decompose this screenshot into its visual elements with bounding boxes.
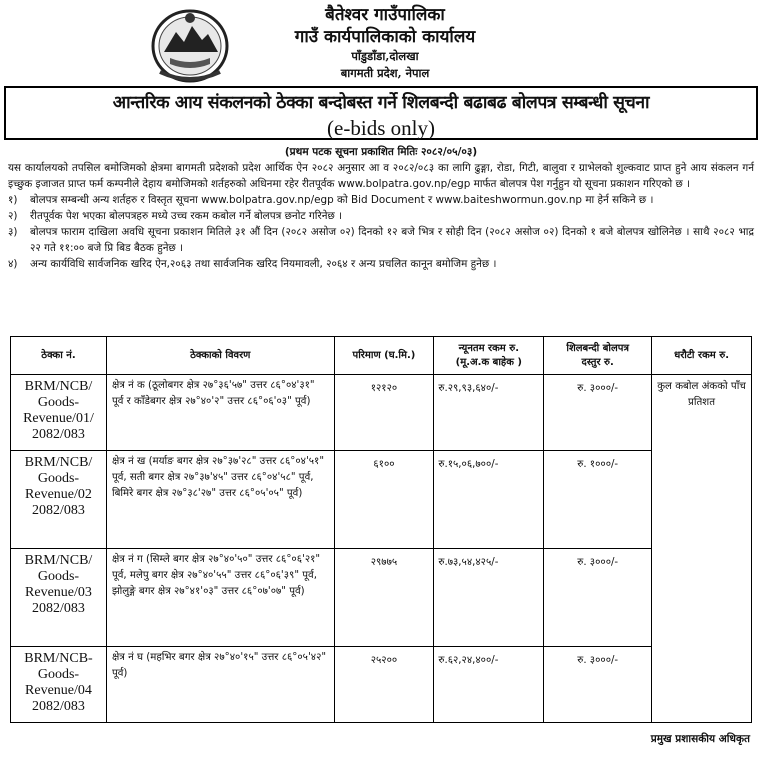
condition-item [8,224,754,256]
header-quantity: परिमाण (घ.मि.) [334,337,434,375]
letterhead [0,0,762,88]
table-row [11,451,752,549]
notice-intro: यस कार्यालयको तपसिल बमोजिमको क्षेत्रमा बागमती प्रदेशको प्रदेश आर्थिक ऐन २०८२ अनुसार आ व २०८२/०८३ का लागि ढुङ्गा, रोडा, गिटी, बालुवा र ग्राभेलको शुल्कवाट प्राप्त हुने आय संकलन गर्न इच्छुक इजाजत प्राप्त फर्म कम्पनीले देहाय बमोजिमको शर्तहरुको अधिनमा रहेर रीतपूर्वक www.bolpatra.gov.np/egp मार्फत बोलपत्र पेश गर्नुहुन यो सूचना प्रकाशन गरिएको छ । [8,162,754,190]
contract-description: क्षेत्र नं घ (महभिर बगर क्षेत्र २७°४०'१५" उत्तर ८६°०५'४२" पूर्व) [106,647,334,723]
notice-title-box [4,86,758,140]
condition-number: ४) [8,258,18,270]
header-bid-fee-line1: शिलबन्दी बोलपत्र [566,342,629,354]
header-deposit: धरौटी रकम रु. [652,337,752,375]
condition-number: १) [8,194,18,206]
contract-bid-fee: रु. ३०००/- [544,375,652,451]
municipality-name: बैतेश्वर गाउँपालिका [325,5,445,25]
table-header-row [11,337,752,375]
contract-code: BRM/NCB/ Goods-Revenue/01/ 2082/083 [11,375,107,451]
deposit-note: कुल कबोल अंकको पाँच प्रतिशत [652,375,752,723]
contract-bid-fee: रु. १०००/- [544,451,652,549]
contract-quantity: २५२०० [334,647,434,723]
contract-code: BRM/NCB-Goods-Revenue/04 2082/083 [11,647,107,723]
condition-item [8,192,754,208]
contract-minimum-amount: रु.७३,५४,४२५/- [434,549,544,647]
notice-title: आन्तरिक आय संकलनको ठेक्का बन्दोबस्त गर्ने शिलबन्दी बढाबढ बोलपत्र सम्बन्धी सूचना [112,93,650,113]
contracts-table [10,336,752,723]
contract-description: क्षेत्र नं क (ठूलोबगर क्षेत्र २७°३६'५७" उत्तर ८६°०४'३१" पूर्व र काँडेबगर क्षेत्र २७°४०'२" उत्तर ८६°०६'०३" पूर्व) [106,375,334,451]
contract-quantity: २९७७५ [334,549,434,647]
condition-text: बोलपत्र फाराम दाखिला अवधि सूचना प्रकाशन मितिले ३१ औं दिन (२०८२ असोज ०२) दिनको १२ बजे भित्र र सोही दिन (२०८२ असोज ०२) दिनको १ बजे बोलपत्र खोलिनेछ । साथै २०८२ भाद्र २२ गते ११:०० बजे प्रि बिड बैठक हुनेछ । [30,226,754,254]
contract-minimum-amount: रु.२९,९३,६४०/- [434,375,544,451]
condition-item [8,208,754,224]
contract-bid-fee: रु. ३०००/- [544,549,652,647]
header-minimum-amount [434,337,544,375]
header-bid-fee-line2: दस्तुर रु. [581,356,614,368]
contract-minimum-amount: रु.६२,२४,४००/- [434,647,544,723]
province-country: बागमती प्रदेश, नेपाल [340,66,430,80]
header-minimum-amount-line2: (मू.अ.क बाहेक ) [455,356,522,368]
office-name: गाउँ कार्यपालिकाको कार्यालय [294,27,476,47]
nepal-government-emblem-icon [150,6,230,84]
contract-code: BRM/NCB/ Goods-Revenue/02 2082/083 [11,451,107,549]
contract-quantity: ६१०० [334,451,434,549]
condition-number: २) [8,210,18,222]
contract-description: क्षेत्र नं ग (सिम्ले बगर क्षेत्र २७°४०'५०" उत्तर ८६°०६'२१" पूर्व, मलेपु बगर क्षेत्र २७°४०'५५" उत्तर ८६°०६'३९" पूर्व, झोलुङ्गे बगर क्षेत्र २७°४१'०३" उत्तर ८६°०७'०७" पूर्व) [106,549,334,647]
contract-description: क्षेत्र नं ख (मर्याङ बगर क्षेत्र २७°३७'२८" उत्तर ८६°०४'५१" पूर्व, सती बगर क्षेत्र २७°३७'४५" उत्तर ८६°०४'५८" पूर्व, बिमिरे बगर क्षेत्र २७°३८'२७" उत्तर ८६°०५'०५" पूर्व) [106,451,334,549]
contract-code: BRM/NCB/ Goods-Revenue/03 2082/083 [11,549,107,647]
table-row [11,549,752,647]
condition-item [8,256,754,272]
notice-subtitle: (e-bids only) [327,116,435,140]
condition-number: ३) [8,226,18,238]
notice-body [8,160,754,272]
contract-minimum-amount: रु.१५,०६,७००/- [434,451,544,549]
contract-bid-fee: रु. ३०००/- [544,647,652,723]
signatory-title: प्रमुख प्रशासकीय अधिकृत [650,733,750,745]
header-bid-fee [544,337,652,375]
office-address: पाँडुडाँडा,दोलखा [351,49,419,63]
condition-text: रीतपूर्वक पेश भएका बोलपत्रहरु मध्ये उच्च रकम कबोल गर्ने बोलपत्र छनोट गरिनेछ । [30,210,343,222]
contract-quantity: १२१२० [334,375,434,451]
condition-text: बोलपत्र सम्बन्धी अन्य शर्तहरु र विस्तृत सूचना www.bolpatra.gov.np/egp को Bid Document र www.baiteshwormun.gov.np मा हेर्न सकिने छ । [30,194,654,206]
table-row [11,375,752,451]
header-description: ठेक्काको विवरण [106,337,334,375]
header-contract-no: ठेक्का नं. [11,337,107,375]
first-published-date: (प्रथम पटक सूचना प्रकाशित मितिः २०८२/०५/०३) [284,146,478,158]
condition-text: अन्य कार्यविधि सार्वजनिक खरिद ऐन,२०६३ तथा सार्वजनिक खरिद नियमावली, २०६४ र अन्य प्रचलित कानून बमोजिम हुनेछ । [30,258,497,270]
header-minimum-amount-line1: न्यूनतम रकम रु. [458,342,520,354]
table-row [11,647,752,723]
